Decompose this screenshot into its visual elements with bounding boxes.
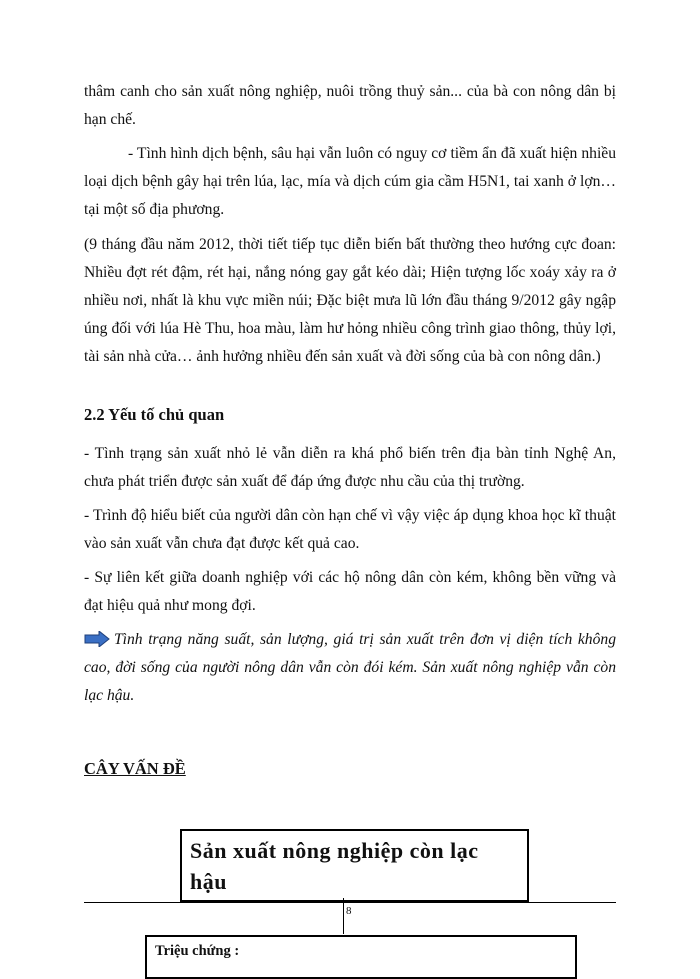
bullet-knowledge-limits: - Trình độ hiểu biết của người dân còn hạn chế vì vậy việc áp dụng khoa học kĩ thuật vào sản xuất vẫn chưa đạt được kết quả cao.	[84, 507, 616, 552]
root-problem-text: Sản xuất nông nghiệp còn lạc hậu	[190, 838, 479, 894]
footer-divider-line	[84, 902, 616, 903]
page-number: 8	[346, 905, 352, 917]
right-arrow-icon	[84, 631, 110, 647]
paragraph-disease-situation: - Tình hình dịch bệnh, sâu hại vẫn luôn có nguy cơ tiềm ẩn đã xuất hiện nhiều loại dịch bệnh gây hại trên lúa, lạc, mía và dịch cúm gia cầm H5N1, tai xanh ở lợn… tại một số địa phương.	[84, 145, 616, 218]
problem-tree-title: CÂY VẤN ĐỀ	[84, 759, 186, 778]
symptom-box-label: Triệu chứng :	[155, 943, 240, 959]
bullet-weak-linkage: - Sự liên kết giữa doanh nghiệp với các hộ nông dân còn kém, không bền vững và đạt hiệu quả như mong đợi.	[84, 569, 616, 614]
connector-arrow-line	[343, 898, 344, 934]
paragraph-weather-2012: (9 tháng đầu năm 2012, thời tiết tiếp tục diễn biến bất thường theo hướng cực đoan: Nhiều đợt rét đậm, rét hại, nắng nóng gay gắt kéo dài; Hiện tượng lốc xoáy xảy ra ở nhiều nơi, nhất là khu vực miền núi; Đặc biệt mưa lũ lớn đầu tháng 9/2012 gây ngập úng đối với lúa Hè Thu, hoa màu, làm hư hỏng nhiều công trình giao thông, thủy lợi, tài sản nhà cửa… ảnh hưởng nhiều đến sản xuất và đời sống của bà con nông dân.)	[84, 236, 616, 365]
section-heading: 2.2 Yếu tố chủ quan	[84, 405, 225, 424]
conclusion-paragraph	[84, 626, 616, 710]
conclusion-text: Tình trạng năng suất, sản lượng, giá trị sản xuất trên đơn vị diện tích không cao, đời sống của người nông dân vẫn còn đói kém. Sản xuất nông nghiệp vẫn còn lạc hậu.	[84, 631, 616, 704]
bullet-small-scale-production: - Tình trạng sản xuất nhỏ lẻ vẫn diễn ra khá phổ biến trên địa bàn tỉnh Nghệ An, chưa phát triển được sản xuất để đáp ứng được nhu cầu của thị trường.	[84, 445, 616, 490]
root-problem-box	[180, 829, 529, 902]
paragraph-intensive-farming: thâm canh cho sản xuất nông nghiệp, nuôi trồng thuỷ sản... của bà con nông dân bị hạn chế.	[84, 83, 616, 128]
symptom-box	[145, 935, 577, 979]
